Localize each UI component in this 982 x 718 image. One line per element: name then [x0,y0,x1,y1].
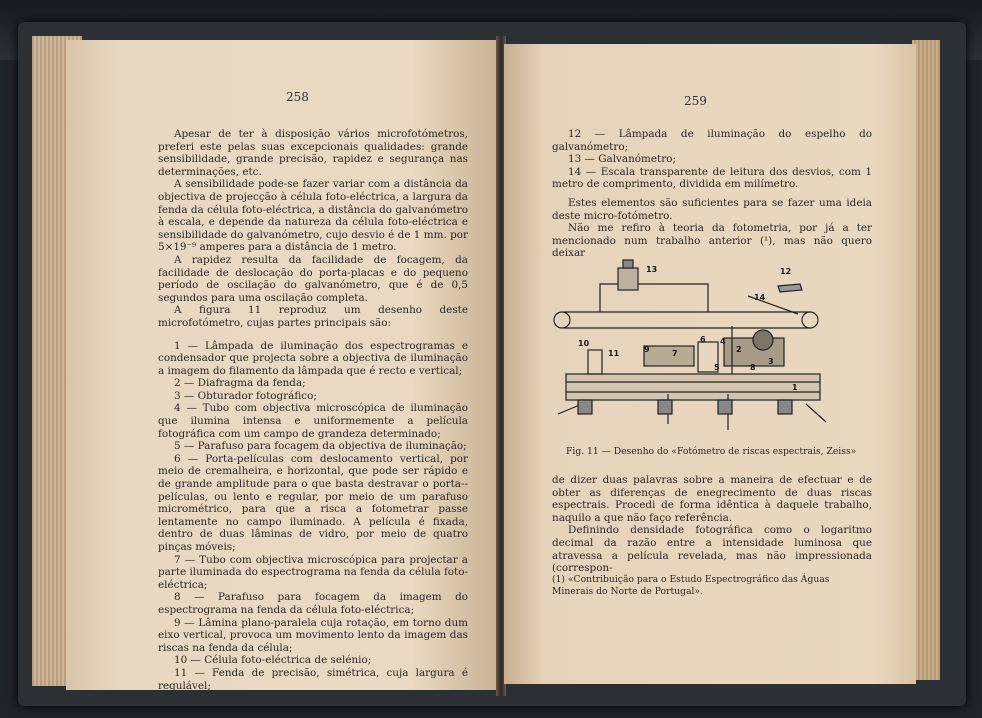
figure-label: 10 [578,339,590,348]
list-item: 6 — Porta-películas com deslocamento vertical, por meio de cremalheira, e horizontal, que pode ser rápido e de grande amplitude para o que basta destravar o porta--películas, ou lento e regular, por meio de um parafuso micrométrico, para que a risca a fotometrar passe lentamente no campo iluminado. A película é fixada, dentro de duas lâminas de vidro, por meio de quatro pinças móveis; [158,452,468,553]
list-item: 12 — Lâmpada de iluminação do espelho do galvanómetro; [552,128,872,153]
paragraph: A rapidez resulta da facilidade de focagem, da facilidade de deslocação do porta-placas e do pequeno período de oscilação do galvanómetro, que é de 0,5 segundos para uma oscilação completa. [158,253,468,304]
list-item: 4 — Tubo com objectiva microscópica de iluminação que ilumina intensa e uniformemente a película fotográfica com um campo de grandeza determinado; [158,402,468,440]
paragraph: Apesar de ter à disposição vários microfotómetros, preferi este pelas suas excepcionais qualidades: grande sensibilidade, grande precisão, rapidez e segurança nas determinações, etc. [158,128,468,178]
left-page-body [158,128,468,692]
right-page-edges [912,40,940,680]
list-item: 7 — Tubo com objectiva microscópica para projectar a parte iluminada do espectrograma na fenda da célula foto-eléctrica; [158,553,468,591]
paragraph: Estes elementos são suficientes para se fazer uma ideia deste micro-fotómetro. [552,196,872,222]
list-item: 9 — Lâmina plano-paralela cuja rotação, em torno dum eixo vertical, provoca um movimento lento da imagem das riscas na fenda da célula; [158,616,468,654]
list-item: 13 — Galvanómetro; [568,153,676,166]
paragraph: Definindo densidade fotográfica como o logaritmo decimal da razão entre a intensidade luminosa que atravessa a película revelada, mas não impressionada (correspon- [552,524,872,575]
right-page-top-text [552,128,872,260]
paragraph: A figura 11 reproduz um desenho deste microfotómetro, cujas partes principais são: [158,304,468,329]
list-item: 10 — Célula foto-eléctrica de selénio; [174,654,372,667]
left-page [66,40,498,690]
figure-label: 4 [720,337,726,346]
list-item: 14 — Escala transparente de leitura dos desvios, com 1 metro de comprimento, dividida em milímetro. [552,165,872,191]
figure-label: 7 [672,349,678,358]
figure-label: 13 [646,265,658,274]
figure-label: 5 [714,363,720,372]
microphotometer-figure [548,254,838,444]
list-item: 2 — Diafragma da fenda; [174,377,306,390]
paragraph: Não me refiro à teoria da fotometria, por já a ter mencionado num trabalho anterior (¹), mas não quero deixar [552,222,872,260]
figure-label: 11 [608,349,620,358]
right-page [504,44,916,684]
list-item: 1 — Lâmpada de iluminação dos espectrogramas e condensador que projecta sobre a objectiva de iluminação a imagem do filamento da lâmpada que é recto e vertical; [158,339,468,377]
figure-label: 2 [736,345,742,354]
list-item: 5 — Parafuso para focagem da objectiva de iluminação; [174,440,467,453]
figure-label: 8 [750,363,756,372]
figure-label: 9 [644,345,650,354]
right-page-number: 259 [684,94,707,108]
paragraph: de dizer duas palavras sobre a maneira de efectuar e de obter as diferenças de enegrecimento de duas riscas espectrais. Procedi de forma idêntica à daquele trabalho, naquilo a que não faço referência. [552,474,872,524]
figure-label: 3 [768,357,774,366]
paragraph: A sensibilidade pode-se fazer variar com a distância da objectiva de projecção à célula foto-eléctrica, a largura da fenda da célula foto-eléctrica, a distância do galvanómetro à escala, e depende da natureza da célula foto-eléctrica e sensibilidade do galvanómetro, cujo desvio é de 1 mm. por 5×19⁻⁹ amperes para a distância de 1 metro. [158,178,468,254]
figure-label: 14 [754,293,766,302]
right-page-bottom-text [552,474,872,575]
figure-label: 6 [700,335,706,344]
figure-label: 12 [780,267,792,276]
figure-label: 1 [792,383,798,392]
list-item: 3 — Obturador fotográfico; [174,389,317,402]
footnote: (1) «Contribuição para o Estudo Espectrográfico das Águas Minerais do Norte de Portugal». [552,574,830,597]
figure-caption: Fig. 11 — Desenho do «Fotómetro de riscas espectrais, Zeiss» [566,446,857,457]
list-item: 11 — Fenda de precisão, simétrica, cuja largura é regulável; [158,666,468,692]
list-item: 8 — Parafuso para focagem da imagem do espectrograma na fenda da célula foto-eléctrica; [158,591,468,616]
left-page-number: 258 [286,90,309,104]
